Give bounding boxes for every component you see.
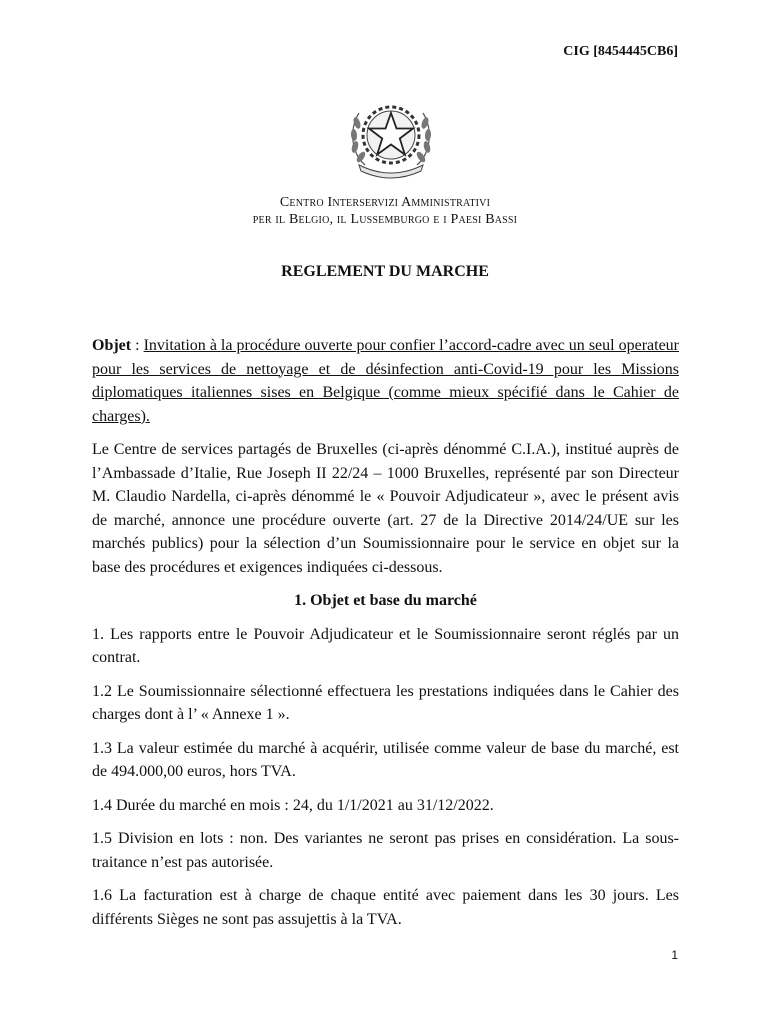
italian-republic-emblem-icon	[343, 93, 439, 183]
objet-paragraph	[92, 334, 679, 428]
institution-name-line1: Centro Interservizi Amministrativi	[279, 195, 491, 210]
clause-item: 1.5 Division en lots : non. Des variantes ne seront pas prises en considération. La sous-traitance n’est pas autorisée.	[92, 830, 679, 871]
clause-item: 1.2 Le Soumissionnaire sélectionné effectuera les prestations indiquées dans le Cahier des charges dont à l’ « Annexe 1 ».	[92, 682, 679, 723]
cig-code: CIG [8454445CB6]	[563, 44, 678, 59]
objet-label: Objet	[92, 337, 132, 354]
objet-text: Invitation à la procédure ouverte pour confier l’accord-cadre avec un seul operateur pour les services de nettoyage et de désinfection anti-Covid-19 pour les Missions diplomatiques italiennes sises en Belgique (comme mieux spécifié dans le Cahier de charges).	[92, 337, 680, 425]
document-body	[92, 334, 679, 941]
clause-item: 1.3 La valeur estimée du marché à acquérir, utilisée comme valeur de base du marché, est de 494.000,00 euros, hors TVA.	[92, 739, 679, 780]
page-number: 1	[671, 948, 678, 962]
objet-separator: :	[131, 337, 144, 354]
section-heading: 1. Objet et base du marché	[294, 592, 477, 609]
intro-paragraph: Le Centre de services partagés de Bruxelles (ci-après dénommé C.I.A.), institué auprès de l’Ambassade d’Italie, Rue Joseph II 22/24 – 1000 Bruxelles, représenté par son Directeur M. Claudio Nardella, ci-après dénommé le « Pouvoir Adjudicateur », avec le présent avis de marché, annonce une procédure ouverte (art. 27 de la Directive 2014/24/UE sur les marchés publics) pour la sélection d’un Soumissionnaire pour le service en objet sur la base des procédures et exigences indiquées ci-dessous.	[92, 441, 679, 576]
institution-name-line2: per il Belgio, il Lussemburgo e i Paesi Bassi	[252, 212, 518, 227]
document-title: REGLEMENT DU MARCHE	[281, 263, 489, 280]
clause-item: 1.4 Durée du marché en mois : 24, du 1/1/2021 au 31/12/2022.	[92, 796, 494, 814]
clause-item: 1.6 La facturation est à charge de chaque entité avec paiement dans les 30 jours. Les différents Sièges ne sont pas assujettis à la TVA.	[92, 887, 679, 928]
clause-item: 1. Les rapports entre le Pouvoir Adjudicateur et le Soumissionnaire seront réglés par un contrat.	[92, 625, 679, 666]
